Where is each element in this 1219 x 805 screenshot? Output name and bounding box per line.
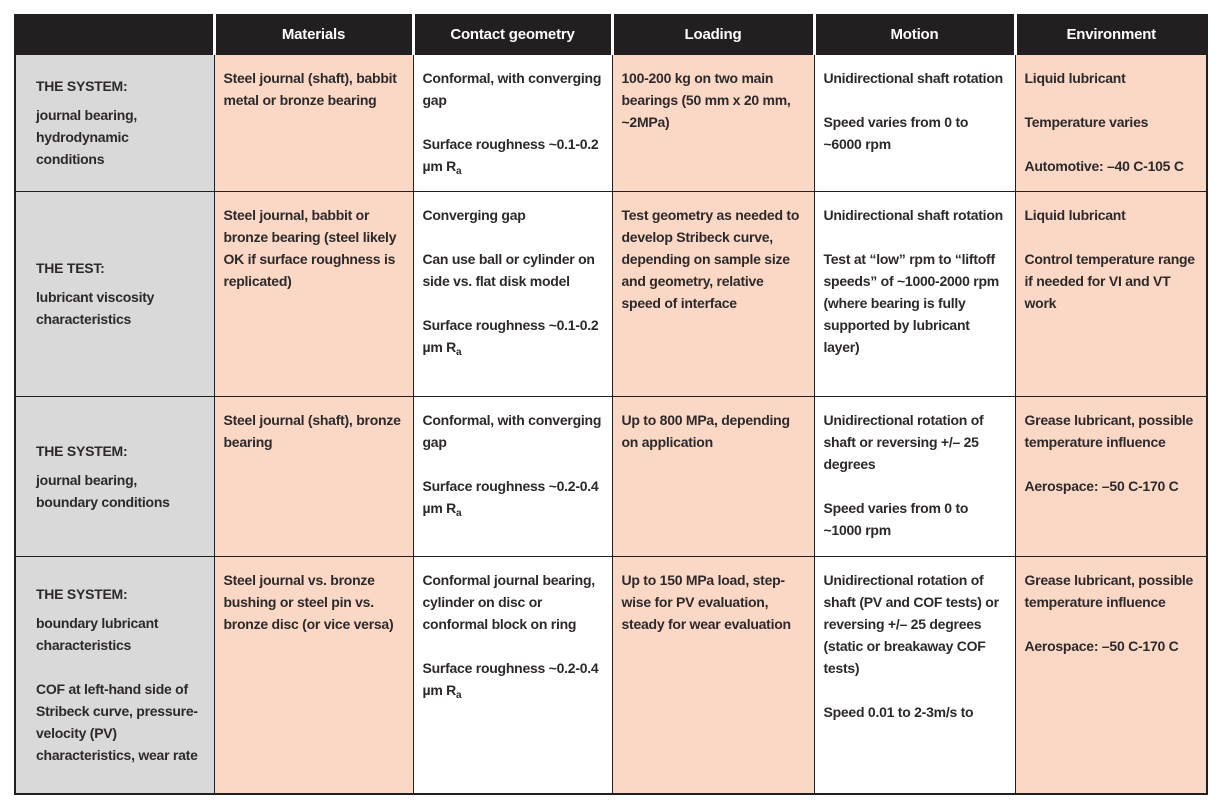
column-header-contact-geometry: Contact geometry	[413, 15, 612, 54]
row-label-paragraph: THE SYSTEM:	[36, 586, 128, 603]
table-row-3	[15, 396, 1207, 556]
cell-paragraph: 100-200 kg on two main bearings (50 mm x 20 mm, ~2MPa)	[621, 69, 791, 130]
cell-paragraph: Aerospace: –50 C-170 C	[1024, 477, 1179, 494]
cell-paragraph: Speed 0.01 to 2-3m/s to	[823, 703, 974, 720]
cell-paragraph: Automotive: –40 C-105 C	[1024, 157, 1184, 174]
cell-paragraph: Speed varies from 0 to ~1000 rpm	[823, 499, 969, 538]
table-row-2	[15, 191, 1207, 396]
row-2-label-cell	[15, 191, 214, 396]
row-3-materials-cell	[214, 396, 413, 556]
column-header-loading: Loading	[612, 15, 814, 54]
row-3-motion-cell	[814, 396, 1015, 556]
row-label-paragraph: THE SYSTEM:	[36, 78, 128, 94]
cell-paragraph: Up to 150 MPa load, step-wise for PV evaluation, steady for wear evaluation	[621, 571, 791, 632]
cell-paragraph: Steel journal vs. bronze bushing or steel pin vs. bronze disc (or vice versa)	[223, 571, 394, 632]
column-header-materials: Materials	[214, 15, 413, 54]
cell-paragraph: Control temperature range if needed for VI and VT work	[1024, 250, 1195, 311]
row-2-motion-cell	[814, 191, 1015, 396]
row-label-paragraph: lubricant viscosity characteristics	[36, 289, 155, 327]
cell-paragraph: Liquid lubricant	[1024, 206, 1126, 223]
row-4-environment-cell	[1015, 556, 1207, 794]
row-3-loading-cell	[612, 396, 814, 556]
row-2-loading-cell	[612, 191, 814, 396]
row-label-paragraph: COF at left-hand side of Stribeck curve, pressure-velocity (PV) characteristics, wear rate	[36, 681, 198, 764]
cell-paragraph: Temperature varies	[1024, 113, 1149, 130]
subscript-a: a	[456, 689, 462, 701]
row-4-materials-cell	[214, 556, 413, 794]
cell-paragraph: Surface roughness ~0.1-0.2 µm $R_a$	[422, 316, 599, 358]
row-4-motion-cell	[814, 556, 1015, 794]
row-label-paragraph: boundary lubricant characteristics	[36, 615, 159, 654]
cell-paragraph: Grease lubricant, possible temperature influence	[1024, 411, 1194, 450]
row-1-materials-cell	[214, 54, 413, 191]
subscript-a: a	[456, 346, 462, 358]
row-label-paragraph: journal bearing, hydrodynamic conditions	[36, 107, 138, 167]
cell-paragraph: Unidirectional shaft rotation	[823, 206, 1003, 223]
row-2-materials-cell	[214, 191, 413, 396]
row-3-environment-cell	[1015, 396, 1207, 556]
table-row-1	[15, 54, 1207, 191]
cell-paragraph: Test at “low” rpm to “liftoff speeds” of ~1000-2000 rpm (where bearing is fully supported by lubricant layer)	[823, 250, 999, 355]
cell-paragraph: Unidirectional rotation of shaft or reversing +/– 25 degrees	[823, 411, 984, 472]
cell-paragraph: Steel journal, babbit or bronze bearing (steel likely OK if surface roughness is replicated)	[223, 206, 397, 289]
cell-paragraph: Steel journal (shaft), babbit metal or bronze bearing	[223, 69, 397, 108]
row-2-environment-cell	[1015, 191, 1207, 396]
cell-paragraph: Aerospace: –50 C-170 C	[1024, 637, 1179, 654]
cell-paragraph: Conformal, with converging gap	[422, 69, 602, 108]
row-1-loading-cell	[612, 54, 814, 191]
row-label-paragraph: journal bearing, boundary conditions	[36, 471, 170, 510]
cell-paragraph: Conformal, with converging gap	[422, 411, 602, 450]
cell-paragraph: Converging gap	[422, 206, 526, 223]
cell-paragraph: Can use ball or cylinder on side vs. flat disk model	[422, 250, 595, 289]
column-header-motion: Motion	[814, 15, 1015, 54]
header-row	[15, 15, 1207, 54]
table-row-4	[15, 556, 1207, 794]
cell-paragraph: Unidirectional rotation of shaft (PV and COF tests) or reversing +/– 25 degrees (static or breakaway COF tests)	[823, 571, 999, 676]
row-label-paragraph: THE SYSTEM:	[36, 442, 128, 459]
subscript-a: a	[456, 165, 462, 177]
row-1-label-cell	[15, 54, 214, 191]
cell-paragraph: Surface roughness ~0.1-0.2 µm $R_a$	[422, 135, 599, 177]
row-4-label-cell	[15, 556, 214, 794]
corner-header-cell	[15, 15, 214, 54]
row-3-label-cell	[15, 396, 214, 556]
cell-paragraph: Speed varies from 0 to ~6000 rpm	[823, 113, 969, 152]
cell-paragraph: Up to 800 MPa, depending on application	[621, 411, 790, 450]
row-1-motion-cell	[814, 54, 1015, 191]
cell-paragraph: Conformal journal bearing, cylinder on disc or conformal block on ring	[422, 571, 595, 632]
row-label-paragraph: THE TEST:	[36, 260, 105, 276]
row-1-environment-cell	[1015, 54, 1207, 191]
row-4-contact-geometry-cell	[413, 556, 612, 794]
cell-paragraph: Surface roughness ~0.2-0.4 µm $R_a$	[422, 659, 599, 701]
subscript-a: a	[456, 507, 462, 519]
bearing-test-specification-table	[14, 14, 1208, 795]
row-1-contact-geometry-cell	[413, 54, 612, 191]
column-header-environment: Environment	[1015, 15, 1207, 54]
row-3-contact-geometry-cell	[413, 396, 612, 556]
row-2-contact-geometry-cell	[413, 191, 612, 396]
cell-paragraph: Test geometry as needed to develop Stribeck curve, depending on sample size and geometry, relative speed of interface	[621, 206, 800, 311]
cell-paragraph: Liquid lubricant	[1024, 69, 1126, 86]
cell-paragraph: Steel journal (shaft), bronze bearing	[223, 411, 401, 450]
cell-paragraph: Grease lubricant, possible temperature influence	[1024, 571, 1194, 610]
cell-paragraph: Unidirectional shaft rotation	[823, 69, 1003, 86]
row-4-loading-cell	[612, 556, 814, 794]
cell-paragraph: Surface roughness ~0.2-0.4 µm $R_a$	[422, 477, 599, 519]
